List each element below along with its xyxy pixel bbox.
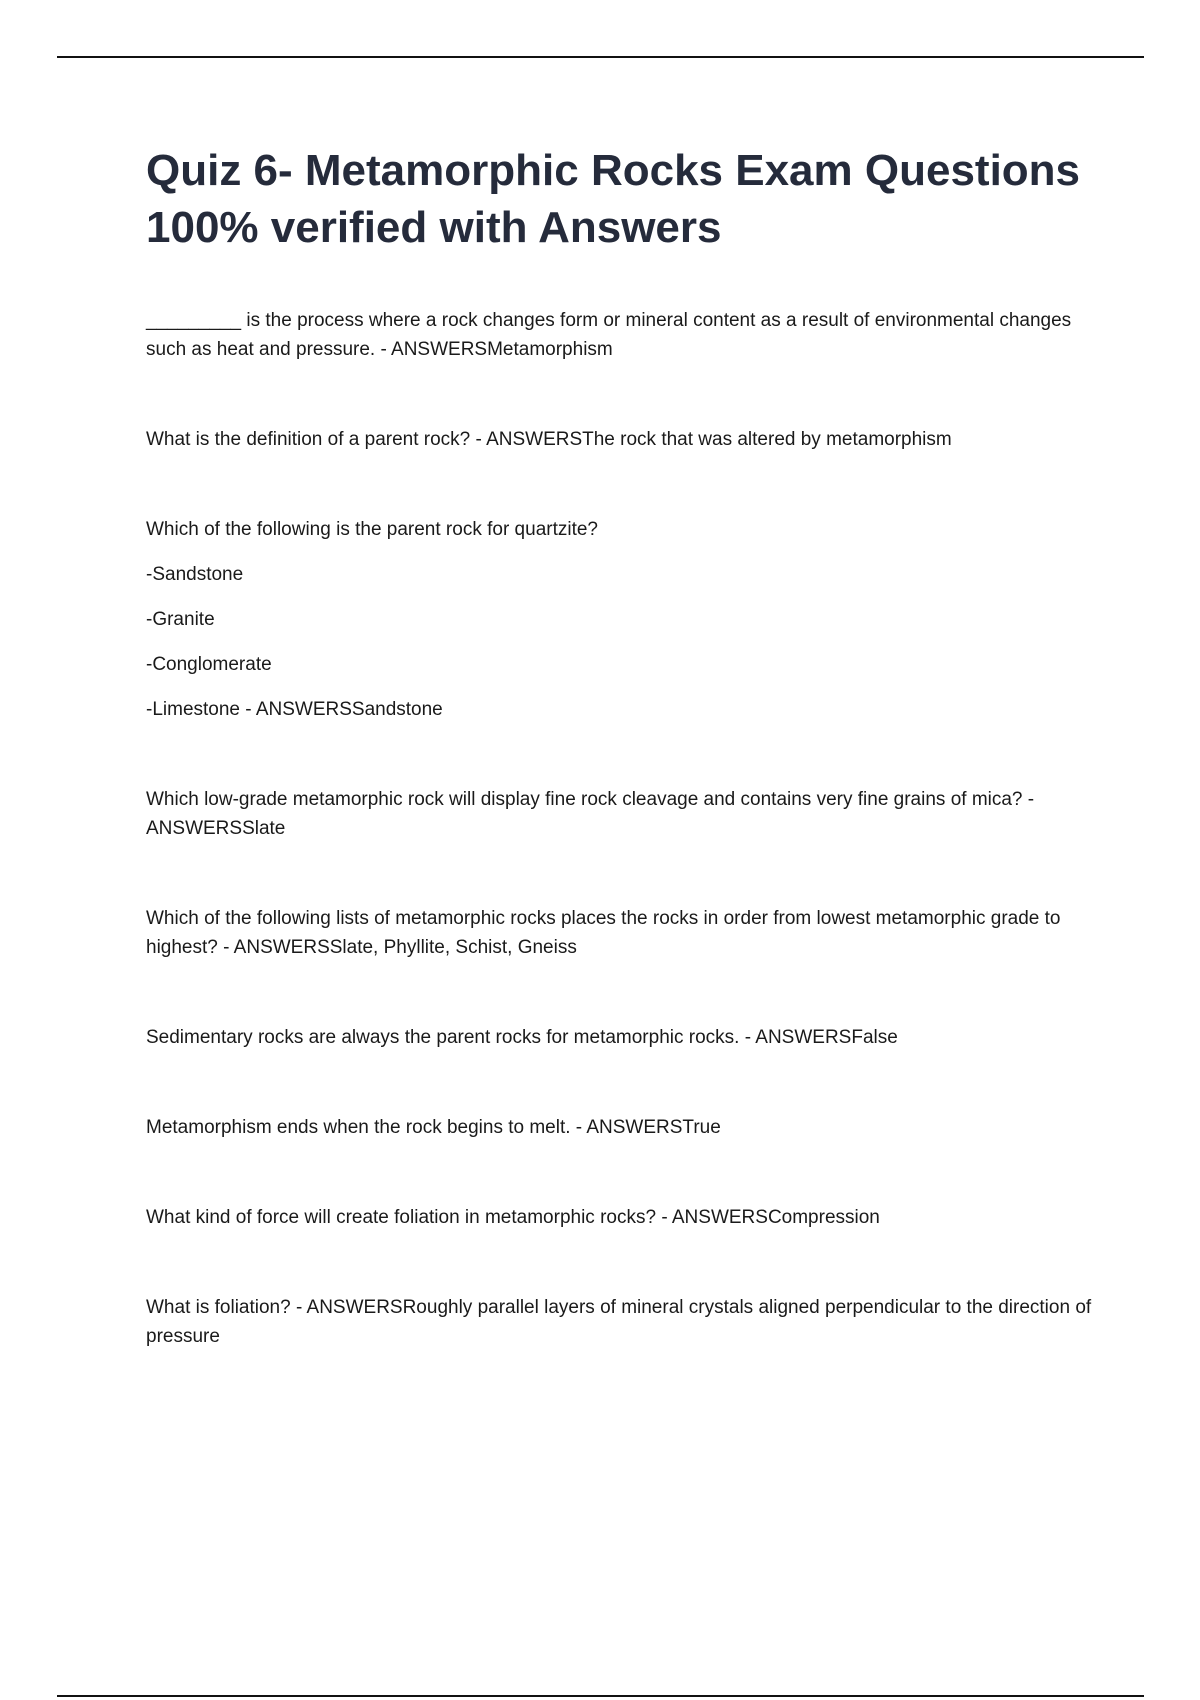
question-6 [146,1023,1106,1052]
document-title: Quiz 6- Metamorphic Rocks Exam Questions 100% verified with Answers [146,146,1081,252]
answer-option: -Granite [146,609,215,630]
question-text: What is foliation? - ANSWERSRoughly parallel layers of mineral crystals aligned perpendicular to the direction of pressure [146,1297,1092,1347]
question-text: What is the definition of a parent rock? - ANSWERSThe rock that was altered by metamorphism [146,429,952,450]
question-text: Sedimentary rocks are always the parent rocks for metamorphic rocks. - ANSWERSFalse [146,1027,898,1048]
question-text: _________ is the process where a rock changes form or mineral content as a result of environmental changes such as heat and pressure. - ANSWERSMetamorphism [146,310,1072,360]
question-4 [146,785,1106,843]
document-body [146,142,1106,1412]
bottom-rule [57,1695,1144,1697]
question-text: Which of the following is the parent rock for quartzite? [146,519,599,540]
question-7 [146,1113,1106,1142]
question-5 [146,904,1106,962]
question-1 [146,306,1106,364]
answer-option: -Conglomerate [146,654,272,675]
question-3 [146,515,1106,724]
question-text: What kind of force will create foliation in metamorphic rocks? - ANSWERSCompression [146,1207,880,1228]
question-2 [146,425,1106,454]
answer-option: -Sandstone [146,564,244,585]
question-text: Metamorphism ends when the rock begins to melt. - ANSWERSTrue [146,1117,721,1138]
question-text: Which low-grade metamorphic rock will display fine rock cleavage and contains very fine grains of mica? - ANSWERSSlate [146,789,1035,839]
question-text: Which of the following lists of metamorphic rocks places the rocks in order from lowest metamorphic grade to highest? - ANSWERSSlate, Phyllite, Schist, Gneiss [146,908,1061,958]
question-9 [146,1293,1106,1351]
top-rule [57,56,1144,58]
answer-option: -Limestone - ANSWERSSandstone [146,699,443,720]
question-8 [146,1203,1106,1232]
